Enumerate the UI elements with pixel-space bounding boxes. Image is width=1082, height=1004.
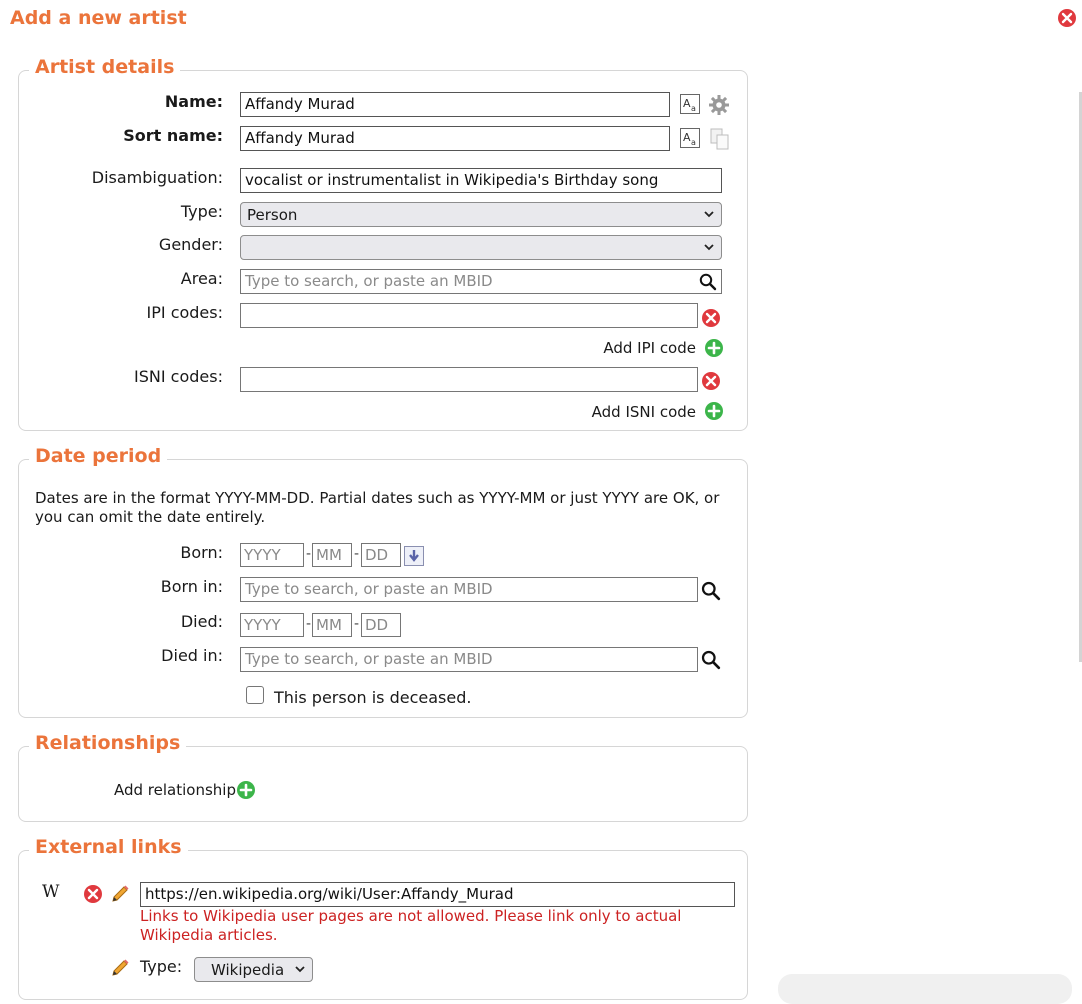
floating-panel-edge <box>778 974 1072 1004</box>
born-in-label: Born in: <box>160 577 223 596</box>
ipi-codes-label: IPI codes: <box>146 303 223 322</box>
gender-label: Gender: <box>158 235 223 254</box>
deceased-label: This person is deceased. <box>274 688 472 707</box>
artist-details-legend: Artist details <box>29 55 180 79</box>
area-label: Area: <box>180 269 223 288</box>
search-icon[interactable] <box>701 650 721 674</box>
copy-date-down-icon[interactable] <box>404 546 424 570</box>
chevron-down-icon <box>703 207 715 225</box>
guess-case-icon[interactable] <box>680 94 700 118</box>
gender-select[interactable] <box>240 235 722 260</box>
add-icon[interactable] <box>704 338 724 362</box>
date-separator: - <box>354 616 360 632</box>
born-label: Born: <box>180 543 223 562</box>
date-separator: - <box>306 616 312 632</box>
type-select-value: Person <box>247 206 298 224</box>
name-input[interactable]: Affandy Murad <box>240 92 670 117</box>
add-icon[interactable] <box>236 780 256 804</box>
ipi-code-input[interactable] <box>240 303 698 328</box>
died-in-search-input[interactable]: Type to search, or paste an MBID <box>240 647 698 672</box>
died-in-label: Died in: <box>161 646 223 665</box>
pencil-icon[interactable] <box>109 957 131 983</box>
add-icon[interactable] <box>704 401 724 425</box>
died-day-input[interactable]: DD <box>361 613 401 637</box>
external-links-legend: External links <box>29 835 188 859</box>
link-error-message: Links to Wikipedia user pages are not allowed. Please link only to actual Wikipedia articles. <box>140 907 682 944</box>
disambiguation-input[interactable]: vocalist or instrumentalist in Wikipedia's Birthday song <box>240 168 722 193</box>
died-label: Died: <box>180 612 223 631</box>
copy-name-icon[interactable] <box>709 128 731 154</box>
link-type-select-value: Wikipedia <box>211 961 285 979</box>
type-select[interactable] <box>240 202 722 227</box>
wikipedia-icon: W <box>42 882 60 902</box>
date-separator: - <box>354 546 360 562</box>
type-label: Type: <box>180 202 223 221</box>
link-type-select[interactable] <box>194 957 313 982</box>
isni-codes-label: ISNI codes: <box>134 367 223 386</box>
svg-text:a: a <box>691 104 696 113</box>
remove-isni-icon[interactable] <box>701 371 721 395</box>
disambiguation-label: Disambiguation: <box>91 168 223 187</box>
external-links-section <box>18 836 748 1000</box>
isni-code-input[interactable] <box>240 367 698 392</box>
artist-details-section <box>18 56 748 431</box>
born-year-input[interactable]: YYYY <box>240 543 304 567</box>
pencil-icon[interactable] <box>109 883 131 909</box>
chevron-down-icon <box>703 240 715 258</box>
date-separator: - <box>306 546 312 562</box>
sort-name-input[interactable]: Affandy Murad <box>240 126 670 151</box>
born-day-input[interactable]: DD <box>361 543 401 567</box>
born-month-input[interactable]: MM <box>312 543 352 567</box>
guess-sort-name-icon[interactable] <box>680 128 700 152</box>
add-ipi-code-button[interactable]: Add IPI code <box>603 339 696 357</box>
page-title: Add a new artist <box>10 7 187 29</box>
date-period-legend: Date period <box>29 444 167 468</box>
died-year-input[interactable]: YYYY <box>240 613 304 637</box>
date-period-section <box>18 445 748 718</box>
died-month-input[interactable]: MM <box>312 613 352 637</box>
relationships-section <box>18 732 748 822</box>
search-icon[interactable] <box>701 581 721 605</box>
chevron-down-icon <box>294 962 306 980</box>
area-search-input[interactable]: Type to search, or paste an MBID <box>240 269 722 294</box>
svg-text:A: A <box>683 97 691 110</box>
close-dialog-icon[interactable] <box>1057 8 1077 32</box>
svg-text:A: A <box>683 131 691 144</box>
date-format-note: Dates are in the format YYYY-MM-DD. Partial dates such as YYYY-MM or just YYYY are OK, or you can omit the date entirely. <box>35 489 720 526</box>
search-icon[interactable] <box>699 273 717 295</box>
sort-name-label: Sort name: <box>123 126 223 145</box>
deceased-checkbox[interactable] <box>246 686 264 704</box>
add-isni-code-button[interactable]: Add ISNI code <box>591 403 696 421</box>
link-type-label: Type: <box>140 957 183 976</box>
gear-icon[interactable] <box>708 94 730 120</box>
name-label: Name: <box>164 92 223 111</box>
add-relationship-button[interactable]: Add relationship <box>114 781 236 799</box>
born-in-search-input[interactable]: Type to search, or paste an MBID <box>240 577 698 602</box>
external-link-url-input[interactable]: https://en.wikipedia.org/wiki/User:Affandy_Murad <box>140 882 735 907</box>
remove-link-icon[interactable] <box>83 884 103 908</box>
svg-text:a: a <box>691 138 696 147</box>
relationships-legend: Relationships <box>29 731 186 755</box>
remove-ipi-icon[interactable] <box>701 308 721 332</box>
